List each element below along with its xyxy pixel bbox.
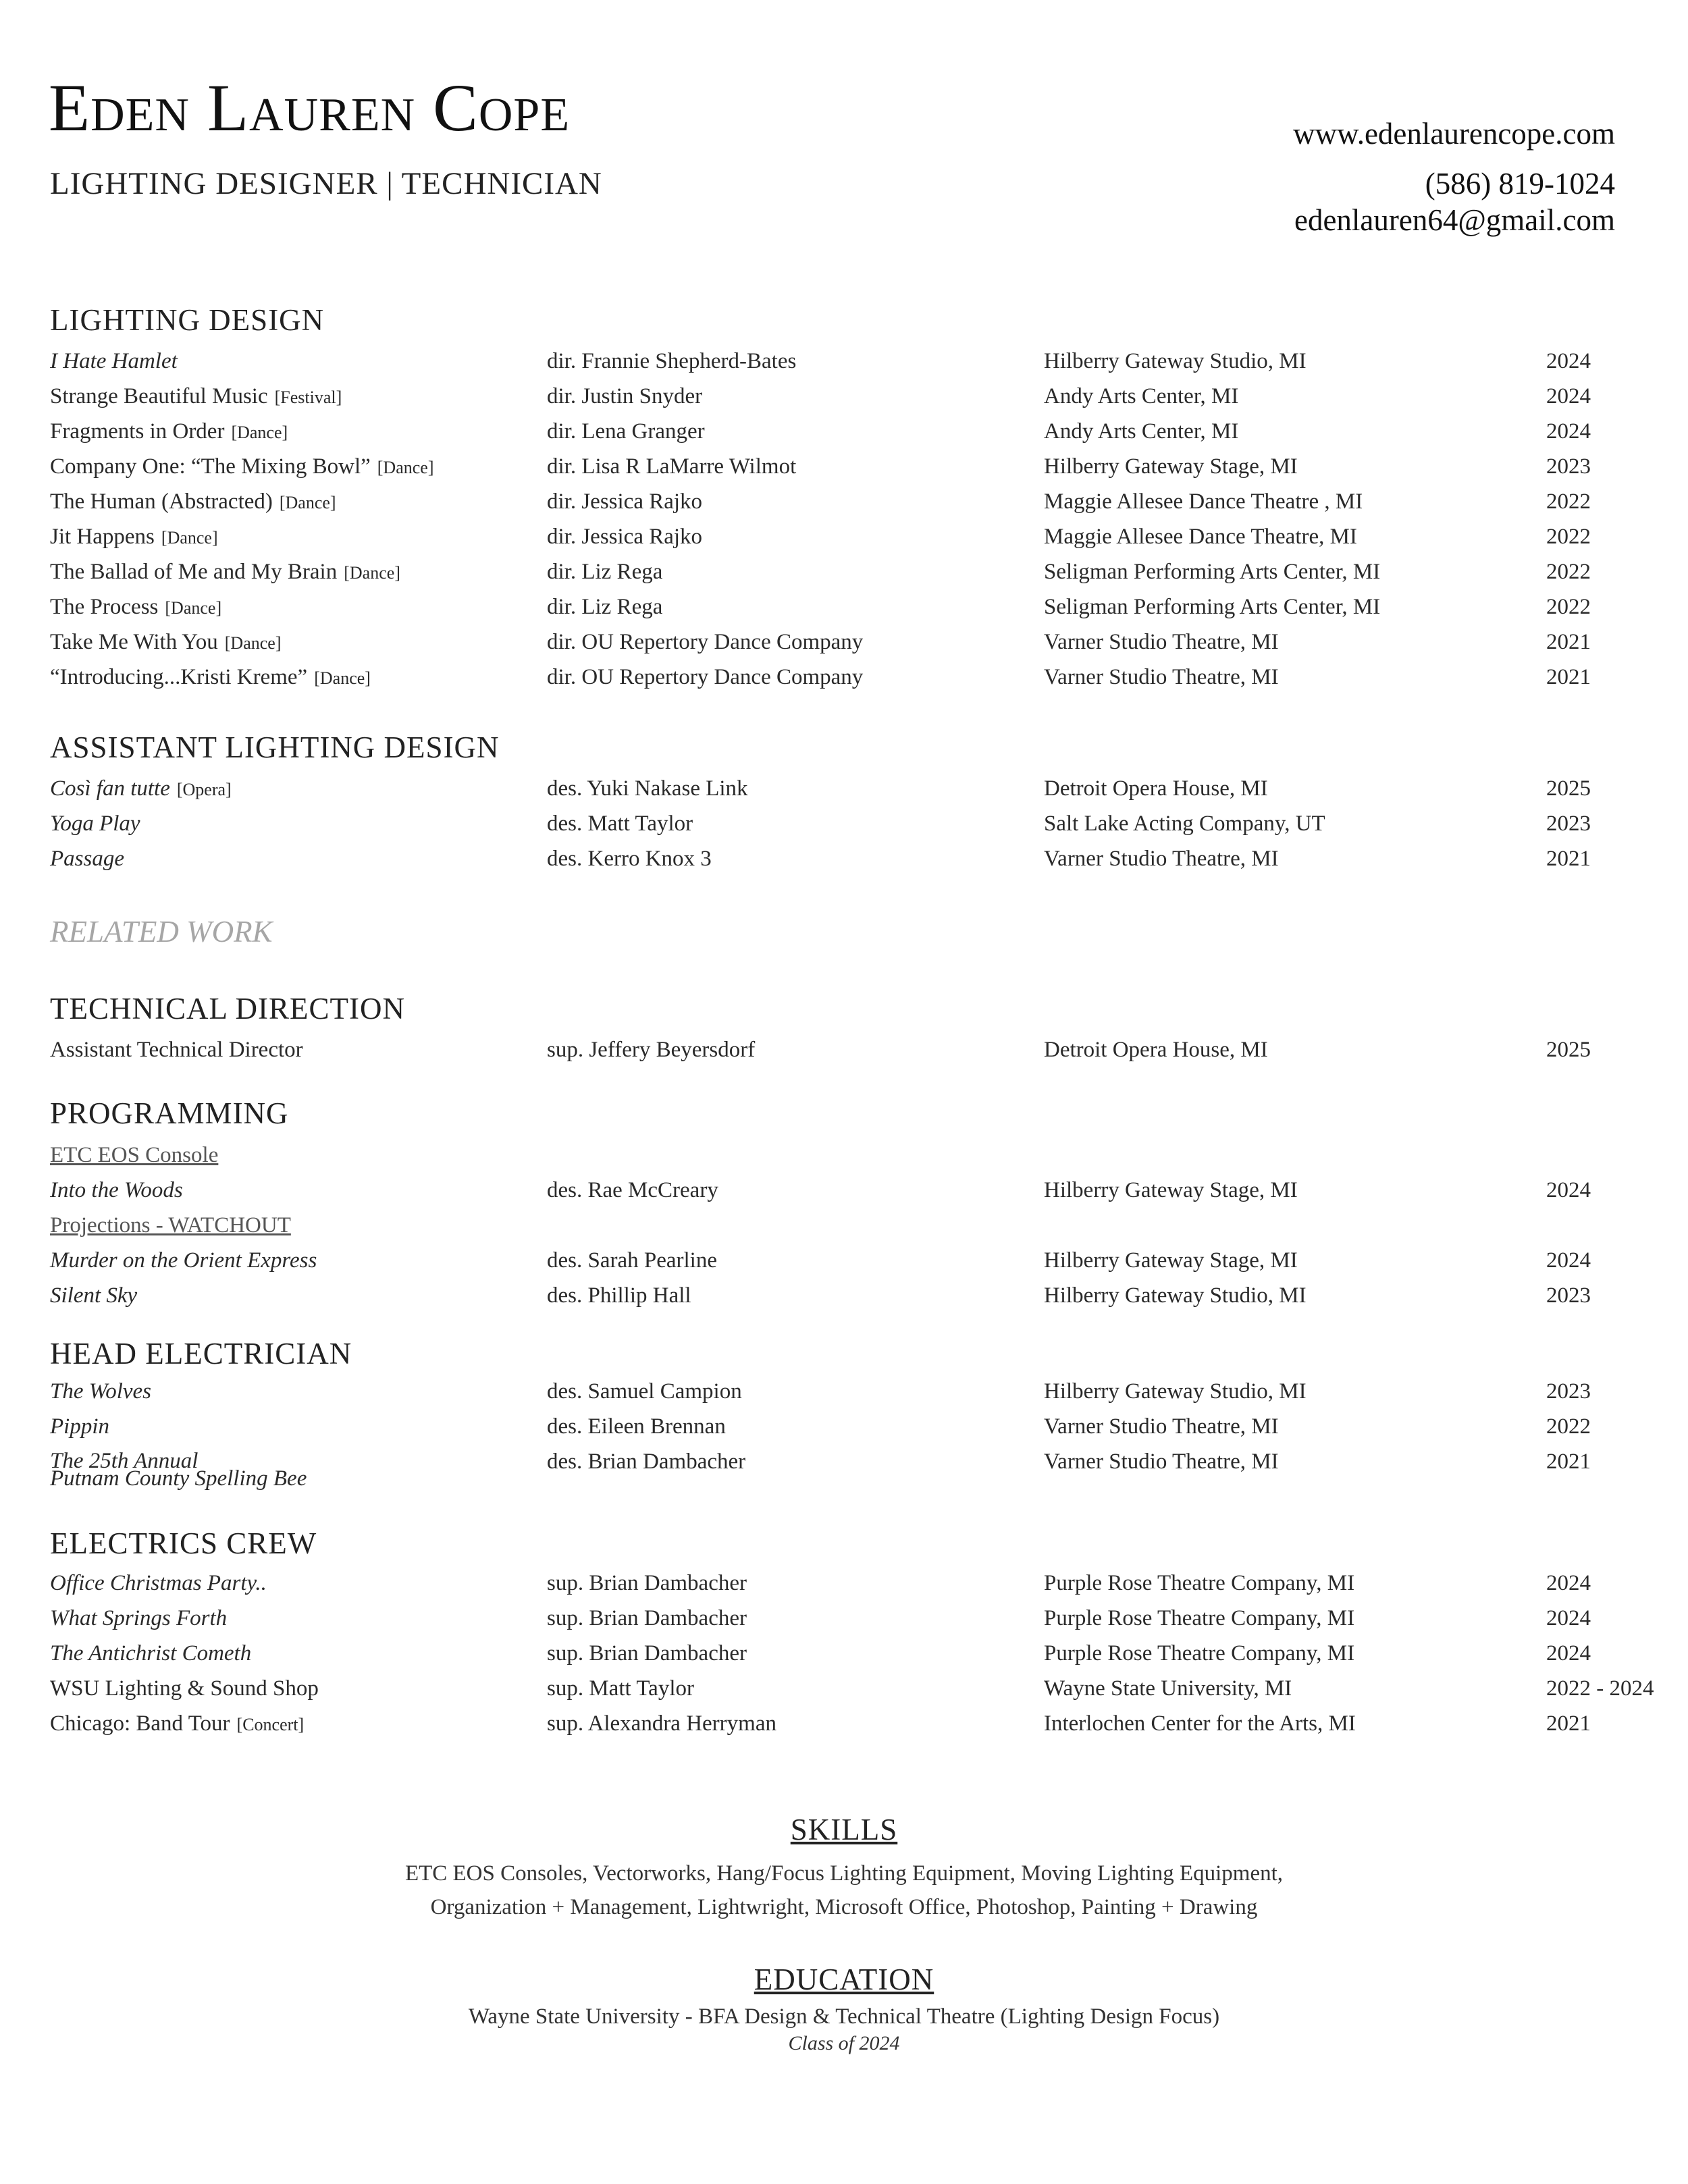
row-venue: Varner Studio Theatre, MI	[1044, 1414, 1279, 1439]
row-title-cell	[50, 1033, 303, 1067]
row-venue: Hilberry Gateway Stage, MI	[1044, 1178, 1298, 1202]
row-title-cell	[50, 1601, 227, 1635]
row-title-cell	[50, 379, 342, 415]
row-year: 2021	[1546, 1449, 1591, 1474]
section-heading-technical-direction: TECHNICAL DIRECTION	[50, 992, 406, 1026]
skills-heading: SKILLS	[790, 1813, 898, 1846]
table-row	[0, 1033, 1688, 1067]
row-title-cell	[50, 344, 178, 378]
row-person: dir. Jessica Rajko	[547, 489, 703, 514]
table-row	[0, 590, 1688, 624]
row-venue: Interlochen Center for the Arts, MI	[1044, 1711, 1356, 1736]
row-year: 2022	[1546, 489, 1591, 514]
row-person: sup. Jeffery Beyersdorf	[547, 1038, 756, 1062]
row-person: des. Eileen Brennan	[547, 1414, 726, 1439]
table-row	[0, 520, 1688, 554]
row-title-cell	[50, 450, 433, 485]
row-person: dir. OU Repertory Dance Company	[547, 630, 864, 654]
section-heading-lighting-design: LIGHTING DESIGN	[50, 303, 325, 337]
table-row	[0, 1173, 1688, 1207]
table-row	[0, 415, 1688, 448]
table-row	[0, 772, 1688, 805]
row-title-cell	[50, 555, 400, 590]
row-venue: Maggie Allesee Dance Theatre, MI	[1044, 525, 1357, 549]
table-row	[0, 1279, 1688, 1312]
row-venue: Varner Studio Theatre, MI	[1044, 847, 1279, 871]
row-year: 2021	[1546, 665, 1591, 689]
row-title: Chicago: Band Tour	[50, 1711, 230, 1736]
row-venue: Salt Lake Acting Company, UT	[1044, 811, 1325, 836]
row-person: dir. Liz Rega	[547, 560, 663, 584]
table-row	[0, 1672, 1688, 1705]
row-venue: Hilberry Gateway Stage, MI	[1044, 1248, 1298, 1273]
row-venue: Seligman Performing Arts Center, MI	[1044, 595, 1381, 619]
row-title: The Human (Abstracted)	[50, 489, 273, 514]
row-title-line2: Putnam County Spelling Bee	[50, 1466, 307, 1491]
section-heading-programming: PROGRAMMING	[50, 1096, 289, 1130]
table-row	[0, 1566, 1688, 1600]
row-title: Company One: “The Mixing Bowl”	[50, 454, 371, 479]
row-title-cell	[50, 772, 232, 807]
phone-number: (586) 819-1024	[1425, 167, 1615, 201]
row-year: 2021	[1546, 630, 1591, 654]
row-venue: Purple Rose Theatre Company, MI	[1044, 1571, 1355, 1595]
row-title: The Process	[50, 595, 159, 619]
row-title-line1: The 25th Annual	[50, 1449, 199, 1473]
row-title-cell	[50, 1636, 251, 1670]
row-tag: [Dance]	[224, 633, 282, 653]
row-tag: [Dance]	[231, 423, 288, 442]
row-title: WSU Lighting & Sound Shop	[50, 1676, 319, 1701]
row-year: 2021	[1546, 1711, 1591, 1736]
row-title: Take Me With You	[50, 630, 218, 654]
row-venue: Purple Rose Theatre Company, MI	[1044, 1641, 1355, 1666]
row-venue: Purple Rose Theatre Company, MI	[1044, 1606, 1355, 1630]
resume-subtitle: LIGHTING DESIGNER | TECHNICIAN	[50, 166, 602, 201]
table-row	[0, 555, 1688, 589]
row-person: sup. Brian Dambacher	[547, 1606, 747, 1630]
row-title: Fragments in Order	[50, 419, 225, 444]
related-work-heading: RELATED WORK	[50, 915, 273, 949]
section-heading-head-electrician: HEAD ELECTRICIAN	[50, 1337, 352, 1370]
row-person: des. Phillip Hall	[547, 1283, 691, 1308]
row-year: 2022	[1546, 525, 1591, 549]
table-row	[0, 625, 1688, 659]
table-row	[0, 344, 1688, 378]
table-row	[0, 1410, 1688, 1443]
skills-line-1: ETC EOS Consoles, Vectorworks, Hang/Focus Lighting Equipment, Moving Lighting Equipment,	[404, 1861, 1284, 1886]
row-person: des. Matt Taylor	[547, 811, 693, 836]
row-venue: Varner Studio Theatre, MI	[1044, 1449, 1279, 1474]
row-title: Assistant Technical Director	[50, 1038, 303, 1062]
section-heading-assistant-lighting: ASSISTANT LIGHTING DESIGN	[50, 730, 500, 764]
row-person: dir. Lisa R LaMarre Wilmot	[547, 454, 797, 479]
row-title-cell	[50, 590, 221, 625]
row-year: 2022	[1546, 1414, 1591, 1439]
row-venue: Hilberry Gateway Studio, MI	[1044, 1283, 1307, 1308]
row-title: Yoga Play	[50, 811, 140, 836]
row-title: Così fan tutte	[50, 776, 170, 801]
table-row	[0, 485, 1688, 518]
row-person: dir. Frannie Shepherd-Bates	[547, 349, 797, 373]
row-title-cell	[50, 1672, 319, 1705]
table-row	[0, 842, 1688, 876]
row-venue: Seligman Performing Arts Center, MI	[1044, 560, 1381, 584]
row-venue: Detroit Opera House, MI	[1044, 776, 1268, 801]
education-degree: Wayne State University - BFA Design & Technical Theatre (Lighting Design Focus)	[468, 2004, 1220, 2029]
row-person: des. Sarah Pearline	[547, 1248, 717, 1273]
row-title: Office Christmas Party..	[50, 1571, 267, 1595]
row-year: 2023	[1546, 1379, 1591, 1404]
row-person: dir. Jessica Rajko	[547, 525, 703, 549]
row-year: 2024	[1546, 419, 1591, 444]
education-class: Class of 2024	[788, 2032, 900, 2054]
table-row	[0, 660, 1688, 694]
row-year: 2024	[1546, 1606, 1591, 1630]
table-row	[0, 1601, 1688, 1635]
row-title: What Springs Forth	[50, 1606, 228, 1630]
row-year: 2022	[1546, 595, 1591, 619]
row-year: 2023	[1546, 1283, 1591, 1308]
row-venue: Varner Studio Theatre, MI	[1044, 665, 1279, 689]
programming-sublabel-watchout: Projections - WATCHOUT	[50, 1213, 291, 1237]
row-title: Pippin	[50, 1414, 109, 1439]
table-row	[0, 450, 1688, 483]
row-title-cell	[50, 520, 218, 555]
row-title: I Hate Hamlet	[50, 349, 178, 373]
table-row	[0, 807, 1688, 841]
row-title-cell	[50, 660, 371, 695]
row-person: des. Rae McCreary	[547, 1178, 718, 1202]
website-link[interactable]: www.edenlaurencope.com	[1293, 117, 1615, 151]
row-person: des. Yuki Nakase Link	[547, 776, 748, 801]
row-tag: [Dance]	[344, 563, 400, 583]
row-person: sup. Matt Taylor	[547, 1676, 694, 1701]
row-venue: Hilberry Gateway Studio, MI	[1044, 349, 1307, 373]
row-year: 2023	[1546, 811, 1591, 836]
table-row	[0, 1375, 1688, 1408]
row-venue: Wayne State University, MI	[1044, 1676, 1292, 1701]
row-venue: Maggie Allesee Dance Theatre , MI	[1044, 489, 1363, 514]
table-row	[0, 379, 1688, 413]
programming-sublabel-eos: ETC EOS Console	[50, 1143, 219, 1167]
row-person: sup. Brian Dambacher	[547, 1571, 747, 1595]
row-venue: Hilberry Gateway Studio, MI	[1044, 1379, 1307, 1404]
row-year: 2024	[1546, 1641, 1591, 1666]
row-title-cell	[50, 1566, 267, 1600]
section-heading-electrics-crew: ELECTRICS CREW	[50, 1526, 317, 1560]
row-tag: [Festival]	[274, 388, 342, 407]
row-tag: [Concert]	[236, 1715, 305, 1734]
row-title-cell	[50, 485, 336, 520]
row-title-cell	[50, 842, 124, 876]
skills-line-2: Organization + Management, Lightwright, Microsoft Office, Photoshop, Painting + Drawing	[430, 1895, 1258, 1919]
row-venue: Detroit Opera House, MI	[1044, 1038, 1268, 1062]
row-person: dir. Lena Granger	[547, 419, 705, 444]
row-year: 2023	[1546, 454, 1591, 479]
row-tag: [Dance]	[161, 528, 218, 548]
row-year: 2024	[1546, 1178, 1591, 1202]
row-year: 2025	[1546, 776, 1591, 801]
resume-name: Eden Lauren Cope	[49, 70, 571, 145]
table-row	[0, 1244, 1688, 1277]
row-person: des. Kerro Knox 3	[547, 847, 712, 871]
email-link[interactable]: edenlauren64@gmail.com	[1294, 203, 1615, 237]
row-title-cell	[50, 807, 140, 841]
row-title: Passage	[50, 847, 124, 871]
row-venue: Varner Studio Theatre, MI	[1044, 630, 1279, 654]
row-title-cell	[50, 415, 288, 450]
row-title: “Introducing...Kristi Kreme”	[50, 665, 308, 689]
row-title: The Wolves	[50, 1379, 152, 1404]
row-title: The Ballad of Me and My Brain	[50, 560, 338, 584]
row-tag: [Dance]	[314, 668, 371, 688]
row-title-cell	[50, 625, 281, 660]
row-year: 2022 - 2024	[1546, 1676, 1654, 1701]
row-person: dir. Justin Snyder	[547, 384, 703, 408]
row-title-cell	[50, 1375, 151, 1408]
row-year: 2024	[1546, 1248, 1591, 1273]
row-title: Strange Beautiful Music	[50, 384, 268, 408]
row-tag: [Dance]	[279, 493, 336, 512]
row-year: 2022	[1546, 560, 1591, 584]
row-title: Into the Woods	[50, 1178, 183, 1202]
row-title: Silent Sky	[50, 1283, 138, 1308]
row-title: Jit Happens	[50, 525, 155, 549]
row-person: sup. Alexandra Herryman	[547, 1711, 776, 1736]
row-venue: Hilberry Gateway Stage, MI	[1044, 454, 1298, 479]
table-row	[0, 1707, 1688, 1740]
row-person: dir. Liz Rega	[547, 595, 663, 619]
row-title: Murder on the Orient Express	[50, 1248, 317, 1273]
row-year: 2024	[1546, 1571, 1591, 1595]
row-person: des. Samuel Campion	[547, 1379, 742, 1404]
row-person: dir. OU Repertory Dance Company	[547, 665, 864, 689]
row-person: sup. Brian Dambacher	[547, 1641, 747, 1666]
row-title-cell	[50, 1707, 304, 1742]
row-year: 2024	[1546, 384, 1591, 408]
table-row	[0, 1636, 1688, 1670]
row-tag: [Dance]	[165, 598, 222, 618]
row-title-cell	[50, 1410, 109, 1443]
row-year: 2024	[1546, 349, 1591, 373]
row-year: 2021	[1546, 847, 1591, 871]
row-person: des. Brian Dambacher	[547, 1449, 746, 1474]
row-venue: Andy Arts Center, MI	[1044, 384, 1239, 408]
row-tag: [Dance]	[377, 458, 434, 477]
row-venue: Andy Arts Center, MI	[1044, 419, 1239, 444]
row-tag: [Opera]	[176, 780, 232, 799]
row-title: The Antichrist Cometh	[50, 1641, 252, 1666]
row-year: 2025	[1546, 1038, 1591, 1062]
table-row	[0, 1445, 1688, 1479]
education-heading: EDUCATION	[754, 1963, 934, 1996]
